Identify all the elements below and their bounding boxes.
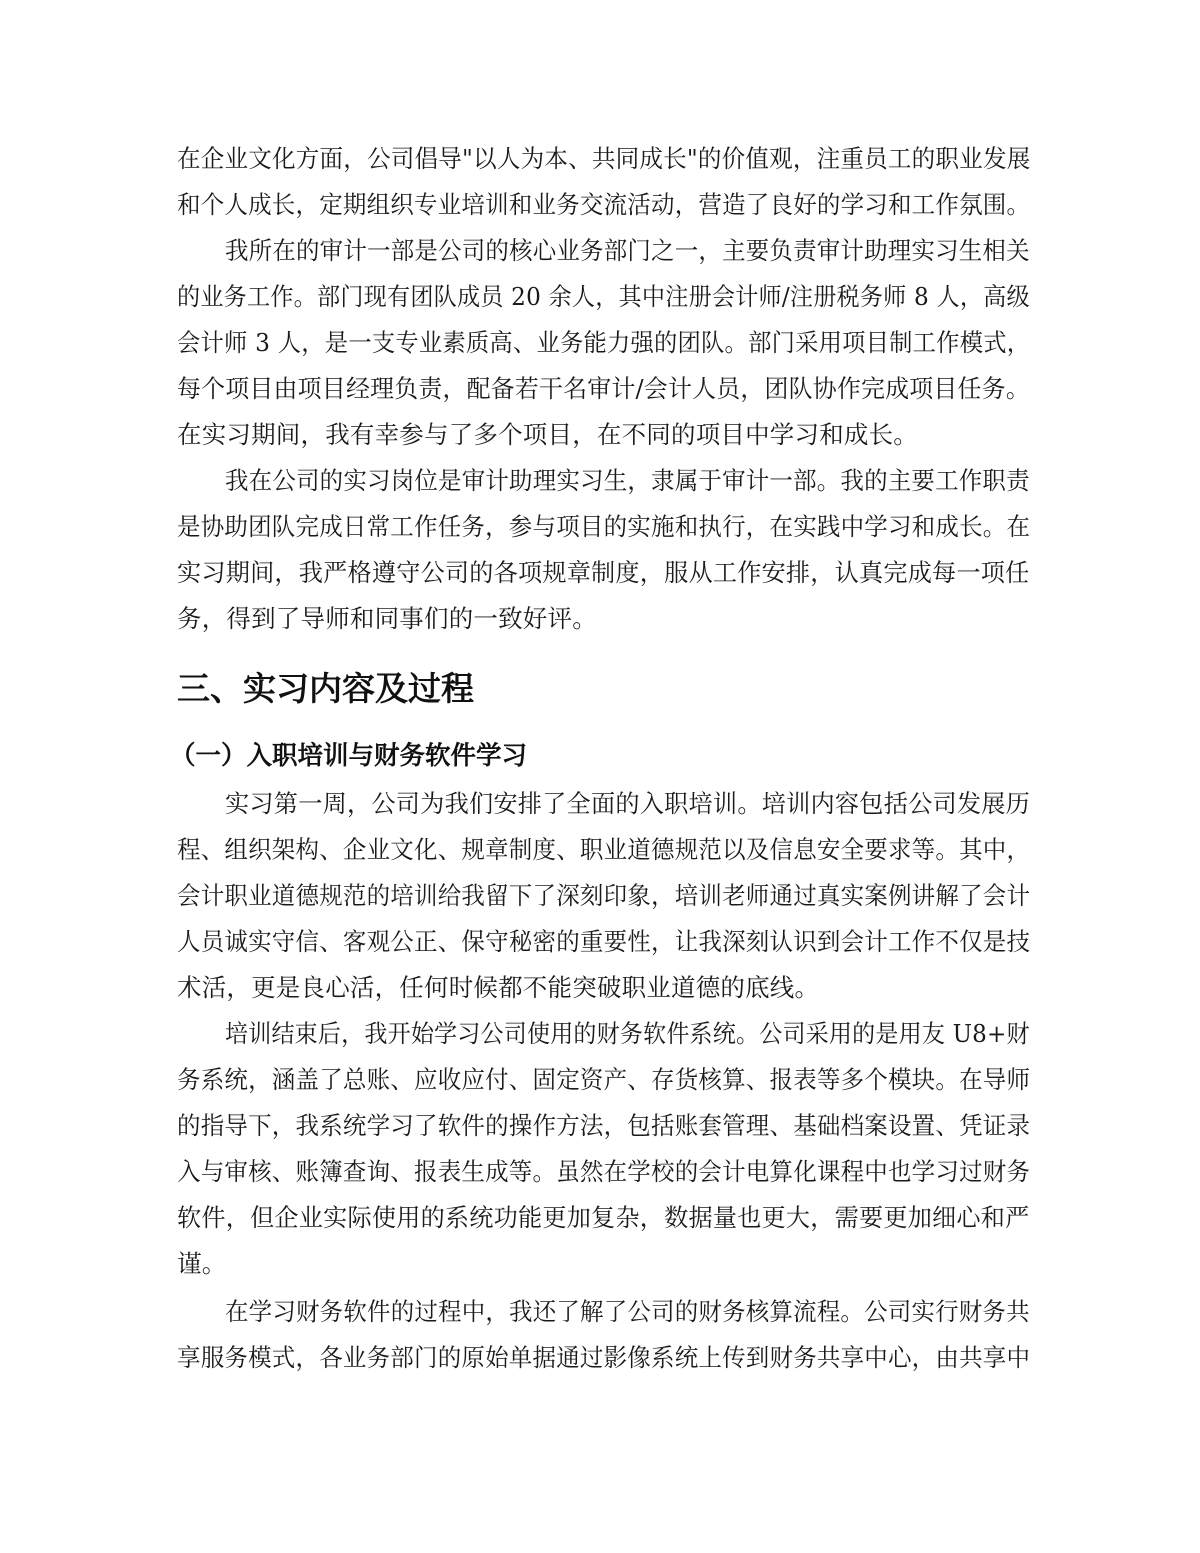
paragraph-line: 培训结束后，我开始学习公司使用的财务软件系统。公司采用的是用友 U8+财 [225,1019,1030,1048]
section-heading: 三、实习内容及过程 [177,669,474,708]
paragraph-line: 是协助团队完成日常工作任务，参与项目的实施和执行，在实践中学习和成长。在 [177,512,1031,541]
paragraph-line: 谨。 [177,1249,227,1278]
paragraph-line: 的指导下，我系统学习了软件的操作方法，包括账套管理、基础档案设置、凭证录 [177,1111,1031,1140]
paragraph-line: 和个人成长，定期组织专业培训和业务交流活动，营造了良好的学习和工作氛围。 [177,190,1031,219]
paragraph-line: 享服务模式，各业务部门的原始单据通过影像系统上传到财务共享中心，由共享中 [177,1343,1031,1372]
paragraph-line: 会计师 3 人，是一支专业素质高、业务能力强的团队。部门采用项目制工作模式， [177,328,1031,357]
paragraph-line: 的业务工作。部门现有团队成员 20 余人，其中注册会计师/注册税务师 8 人，高级 [177,282,1030,311]
paragraph-line: 程、组织架构、企业文化、规章制度、职业道德规范以及信息安全要求等。其中， [177,835,1031,864]
paragraph-line: 我所在的审计一部是公司的核心业务部门之一，主要负责审计助理实习生相关 [225,236,1030,265]
paragraph-line: 软件，但企业实际使用的系统功能更加复杂，数据量也更大，需要更加细心和严 [177,1203,1030,1232]
paragraph-line: 务，得到了导师和同事们的一致好评。 [177,604,597,633]
paragraph-line: 人员诚实守信、客观公正、保守秘密的重要性，让我深刻认识到会计工作不仅是技 [177,927,1031,956]
paragraph-line: 术活，更是良心活，任何时候都不能突破职业道德的底线。 [177,973,820,1002]
subsection-heading: （一）入职培训与财务软件学习 [170,741,528,771]
paragraph-line: 在实习期间，我有幸参与了多个项目，在不同的项目中学习和成长。 [177,420,918,449]
paragraph-line: 实习期间，我严格遵守公司的各项规章制度，服从工作安排，认真完成每一项任 [177,558,1030,587]
paragraph-line: 实习第一周，公司为我们安排了全面的入职培训。培训内容包括公司发展历 [225,789,1031,818]
paragraph-line: 每个项目由项目经理负责，配备若干名审计/会计人员，团队协作完成项目任务。 [177,374,1030,403]
paragraph-line: 务系统，涵盖了总账、应收应付、固定资产、存货核算、报表等多个模块。在导师 [177,1065,1031,1094]
paragraph-line: 我在公司的实习岗位是审计助理实习生，隶属于审计一部。我的主要工作职责 [225,466,1030,495]
paragraph-line: 入与审核、账簿查询、报表生成等。虽然在学校的会计电算化课程中也学习过财务 [177,1157,1031,1186]
paragraph-line: 在企业文化方面，公司倡导"以人为本、共同成长"的价值观，注重员工的职业发展 [177,144,1031,173]
paragraph-line: 在学习财务软件的过程中，我还了解了公司的财务核算流程。公司实行财务共 [225,1297,1030,1326]
paragraph-line: 会计职业道德规范的培训给我留下了深刻印象，培训老师通过真实案例讲解了会计 [177,881,1031,910]
